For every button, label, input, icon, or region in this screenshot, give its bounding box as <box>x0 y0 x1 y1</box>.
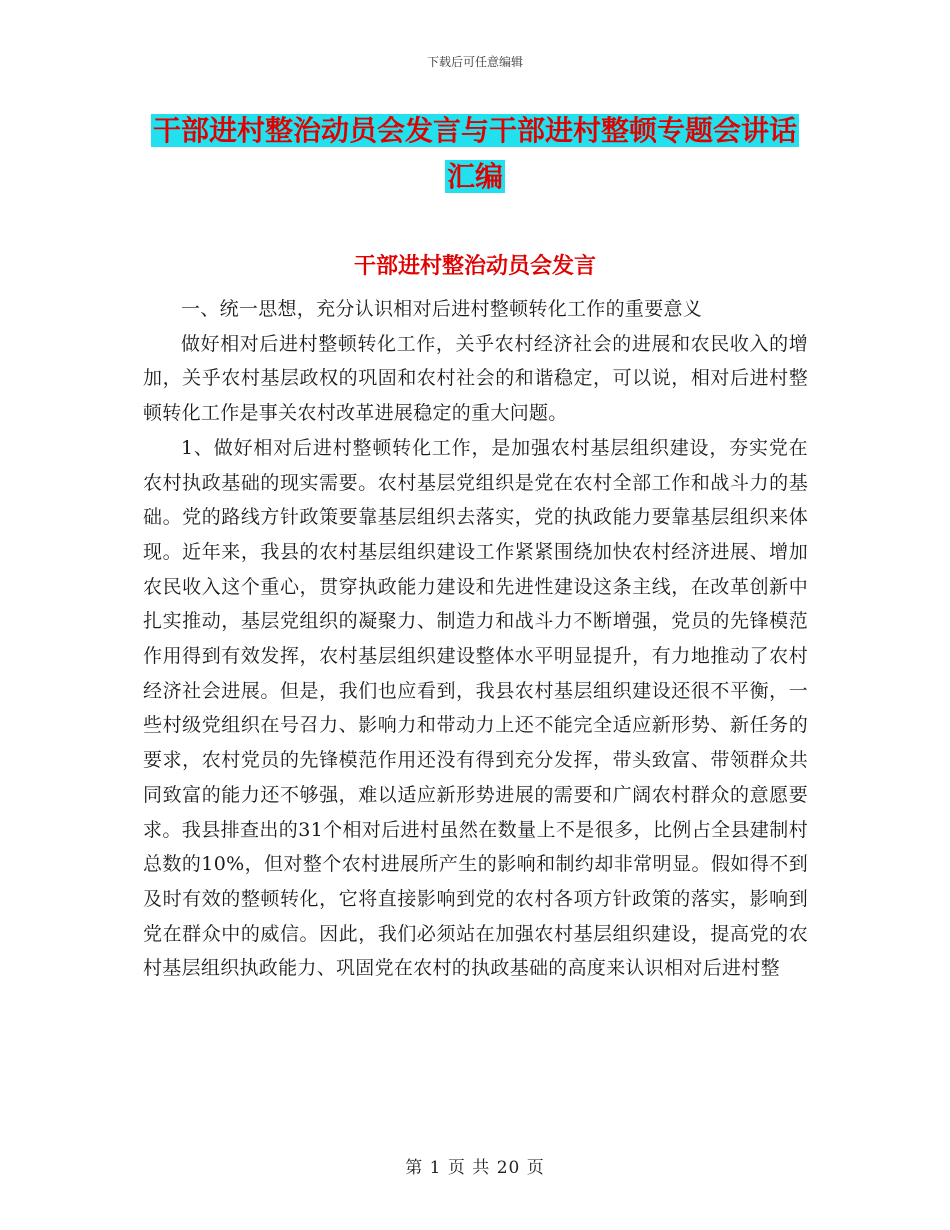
section-title: 干部进村整治动员会发言 <box>353 254 596 279</box>
document-title-line1: 干部进村整治动员会发言与干部进村整顿专题会讲话 <box>152 114 797 147</box>
page-header-note: 下载后可任意编辑 <box>426 55 523 69</box>
document-body <box>143 292 808 986</box>
paragraph-heading: 一、统一思想，充分认识相对后进村整顿转化工作的重要意义 <box>181 298 703 320</box>
paragraph: 做好相对后进村整顿转化工作，关乎农村经济社会的进展和农民收入的增加，关乎农村基层政权的巩固和农村社会的和谐稳定，可以说，相对后进村整顿转化工作是事关农村改革进展稳定的重大问题。 <box>143 332 808 425</box>
document-title-line2: 汇编 <box>446 160 503 193</box>
paragraph: 1、做好相对后进村整顿转化工作，是加强农村基层组织建设，夯实党在农村执政基础的现实需要。农村基层党组织是党在农村全部工作和战斗力的基础。党的路线方针政策要靠基层组织去落实，党的执政能力要靠基层组织来体现。近年来，我县的农村基层组织建设工作紧紧围绕加快农村经济进展、增加农民收入这个重心，贯穿执政能力建设和先进性建设这条主线，在改革创新中扎实推动，基层党组织的凝聚力、制造力和战斗力不断增强，党员的先锋模范作用得到有效发挥，农村基层组织建设整体水平明显提升，有力地推动了农村经济社会进展。但是，我们也应看到，我县农村基层组织建设还很不平衡，一些村级党组织在号召力、影响力和带动力上还不能完全适应新形势、新任务的要求，农村党员的先锋模范作用还没有得到充分发挥，带头致富、带领群众共同致富的能力还不够强，难以适应新形势进展的需要和广阔农村群众的意愿要求。我县排查出的31个相对后进村虽然在数量上不是很多，比例占全县建制村总数的10%，但对整个农村进展所产生的影响和制约却非常明显。假如得不到及时有效的整顿转化，它将直接影响到党的农村各项方针政策的落实，影响到党在群众中的威信。因此，我们必须站在加强农村基层组织建设，提高党的农村基层组织执政能力、巩固党在农村的执政基础的高度来认识相对后进村整 <box>143 436 808 980</box>
document-title <box>140 108 810 200</box>
page-footer: 第 1 页 共 20 页 <box>405 1158 545 1178</box>
